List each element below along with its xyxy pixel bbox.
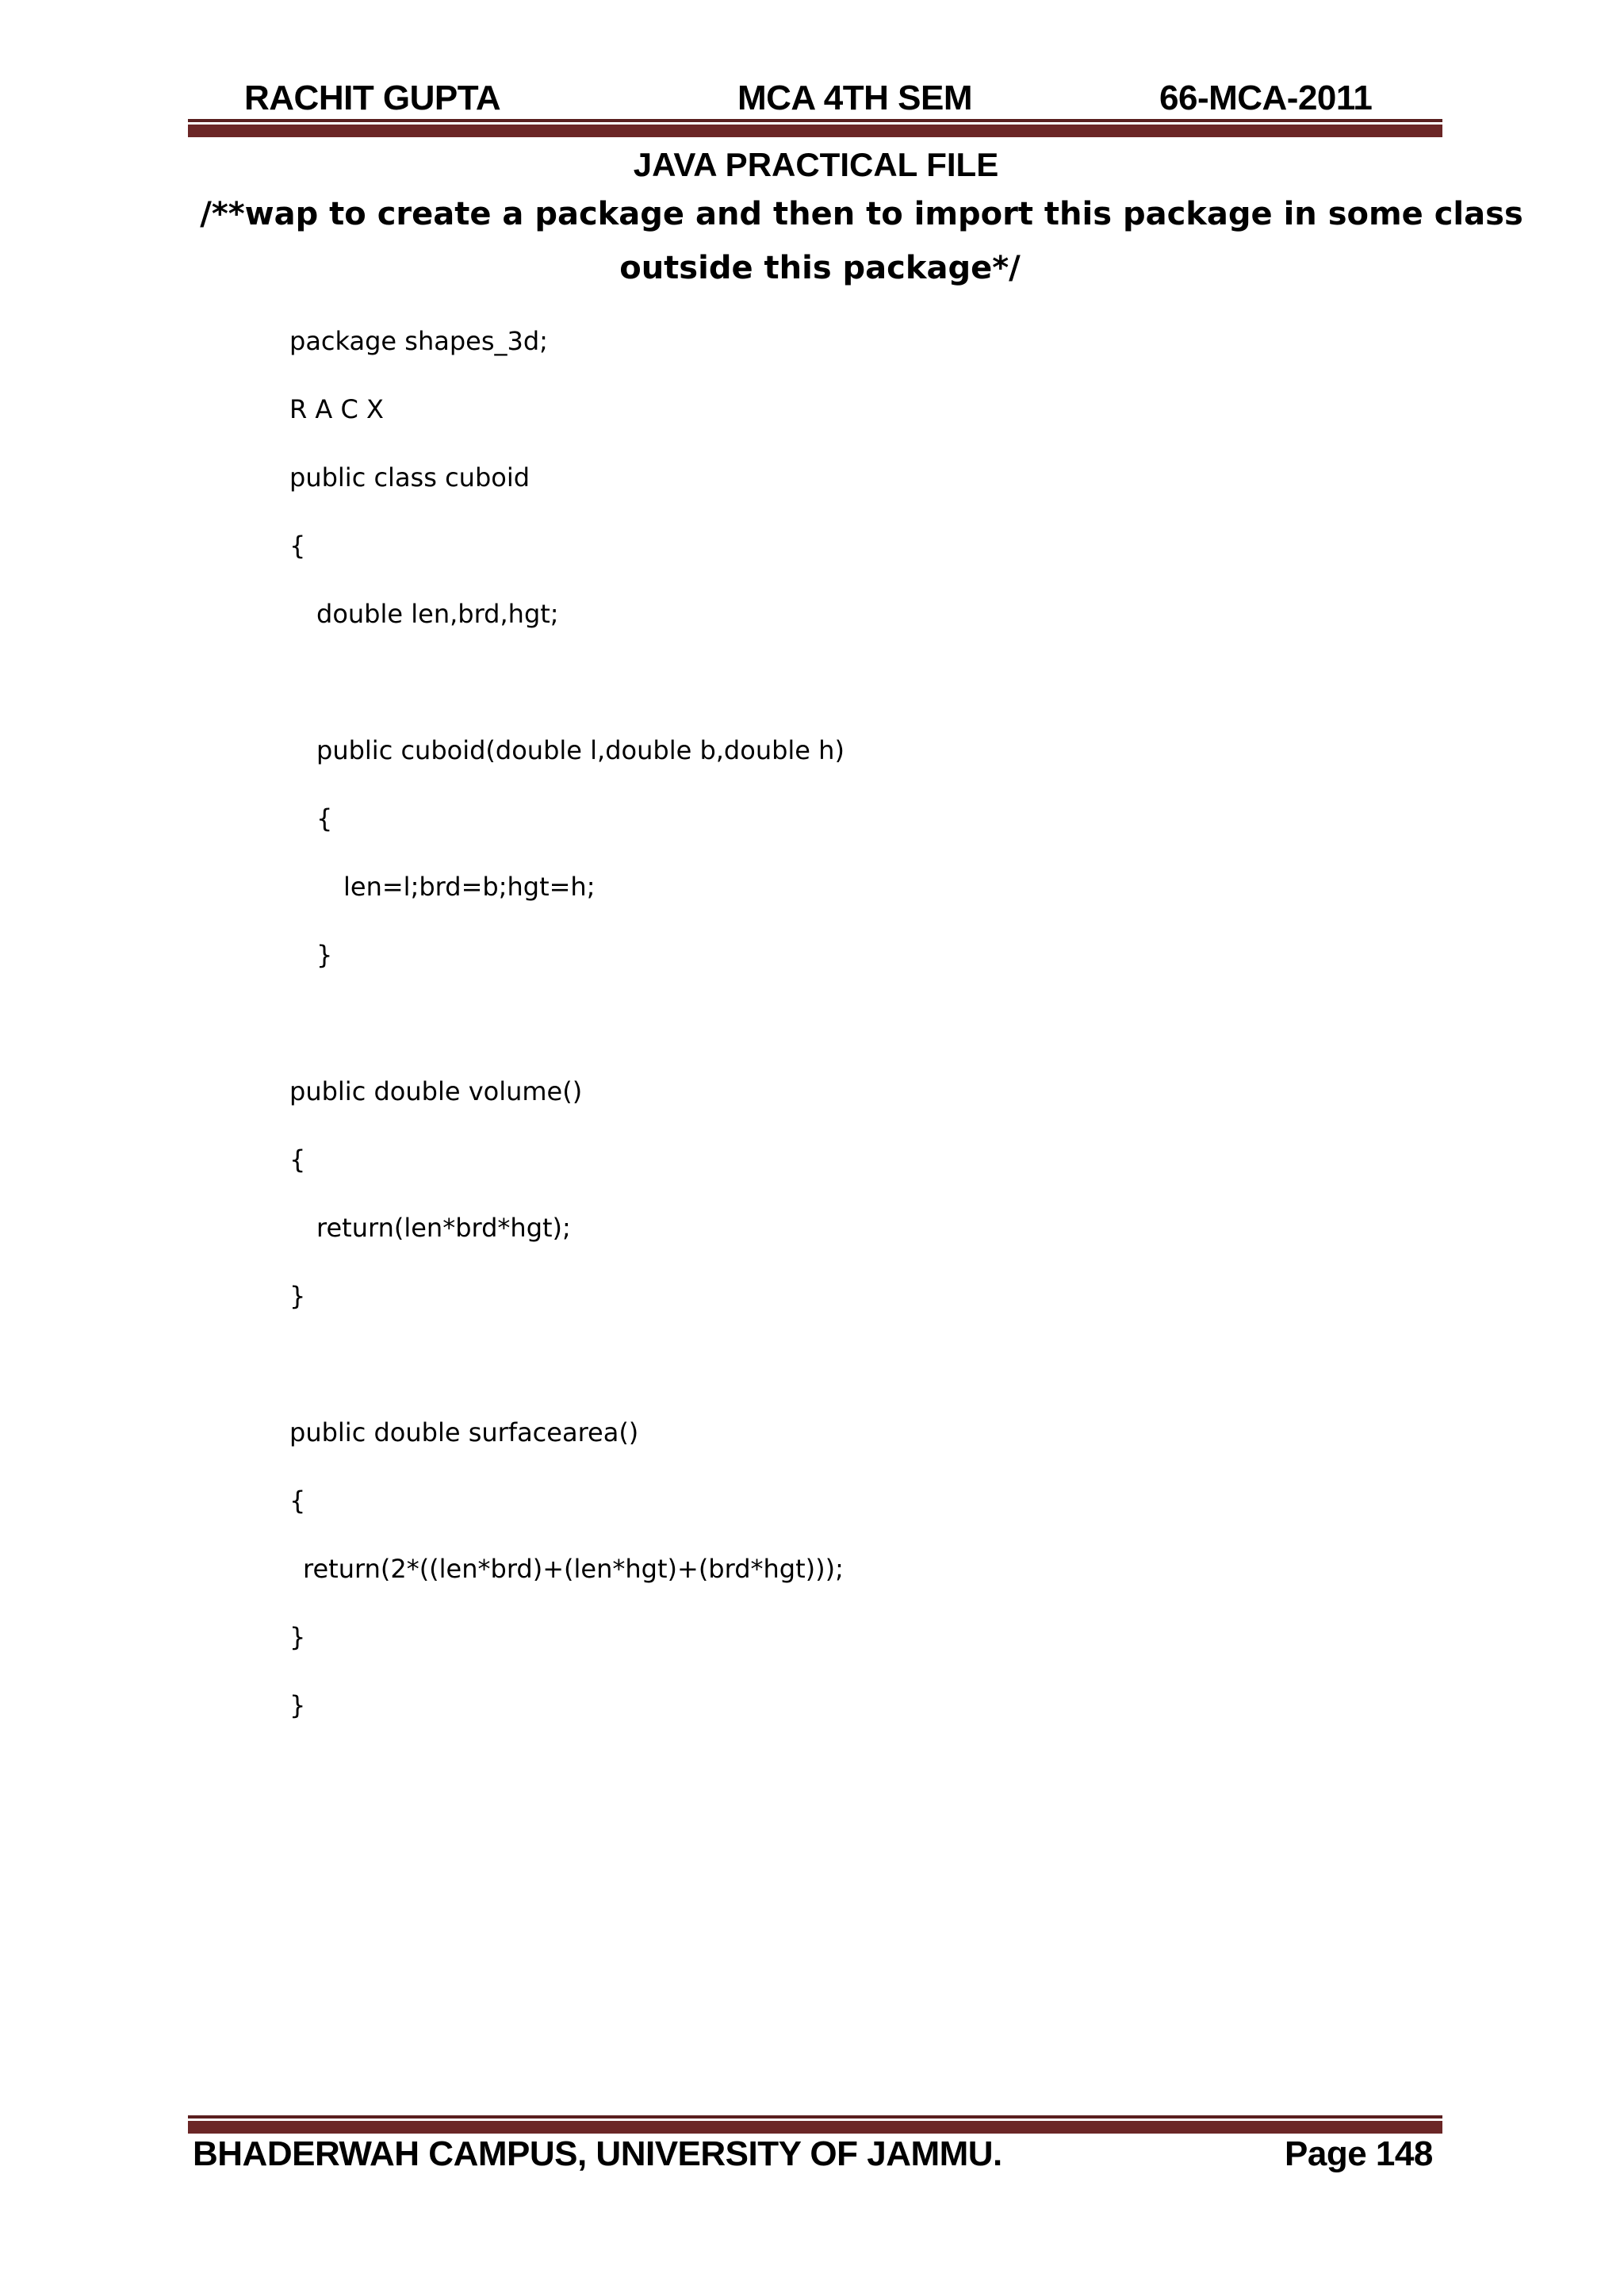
- program-comment-line-1: /**wap to create a package and then to import this package in some class: [200, 196, 1523, 232]
- header-roll-number: 66-MCA-2011: [1159, 79, 1373, 117]
- code-line: }: [289, 1622, 306, 1652]
- code-line: public cuboid(double l,double b,double h): [316, 735, 845, 765]
- code-line: public class cuboid: [289, 462, 530, 493]
- code-line: }: [289, 1281, 306, 1311]
- code-line: {: [289, 1145, 306, 1175]
- code-line: }: [316, 940, 333, 970]
- footer-rule-thin: [188, 2115, 1442, 2119]
- code-line: return(len*brd*hgt);: [316, 1213, 571, 1243]
- code-line: public double surfacearea(): [289, 1417, 639, 1448]
- page-title: JAVA PRACTICAL FILE: [633, 146, 999, 183]
- code-line: public double volume(): [289, 1076, 583, 1106]
- header-rule-thin: [188, 119, 1442, 122]
- code-line: {: [289, 1486, 306, 1516]
- code-line: {: [289, 531, 306, 561]
- code-line: R A C X: [289, 394, 384, 424]
- footer-campus: BHADERWAH CAMPUS, UNIVERSITY OF JAMMU.: [193, 2134, 1002, 2173]
- footer-page-number: Page 148: [1285, 2134, 1433, 2173]
- code-line: {: [316, 803, 333, 834]
- code-line: return(2*((len*brd)+(len*hgt)+(brd*hgt)));: [303, 1554, 844, 1584]
- program-comment-line-2: outside this package*/: [619, 250, 1021, 286]
- code-line: double len,brd,hgt;: [316, 599, 559, 629]
- code-line: len=l;brd=b;hgt=h;: [343, 872, 596, 902]
- header-student-name: RACHIT GUPTA: [244, 79, 501, 117]
- code-line: package shapes_3d;: [289, 326, 548, 356]
- header-rule-thick: [188, 125, 1442, 137]
- code-line: }: [289, 1690, 306, 1720]
- header-semester: MCA 4TH SEM: [737, 79, 972, 117]
